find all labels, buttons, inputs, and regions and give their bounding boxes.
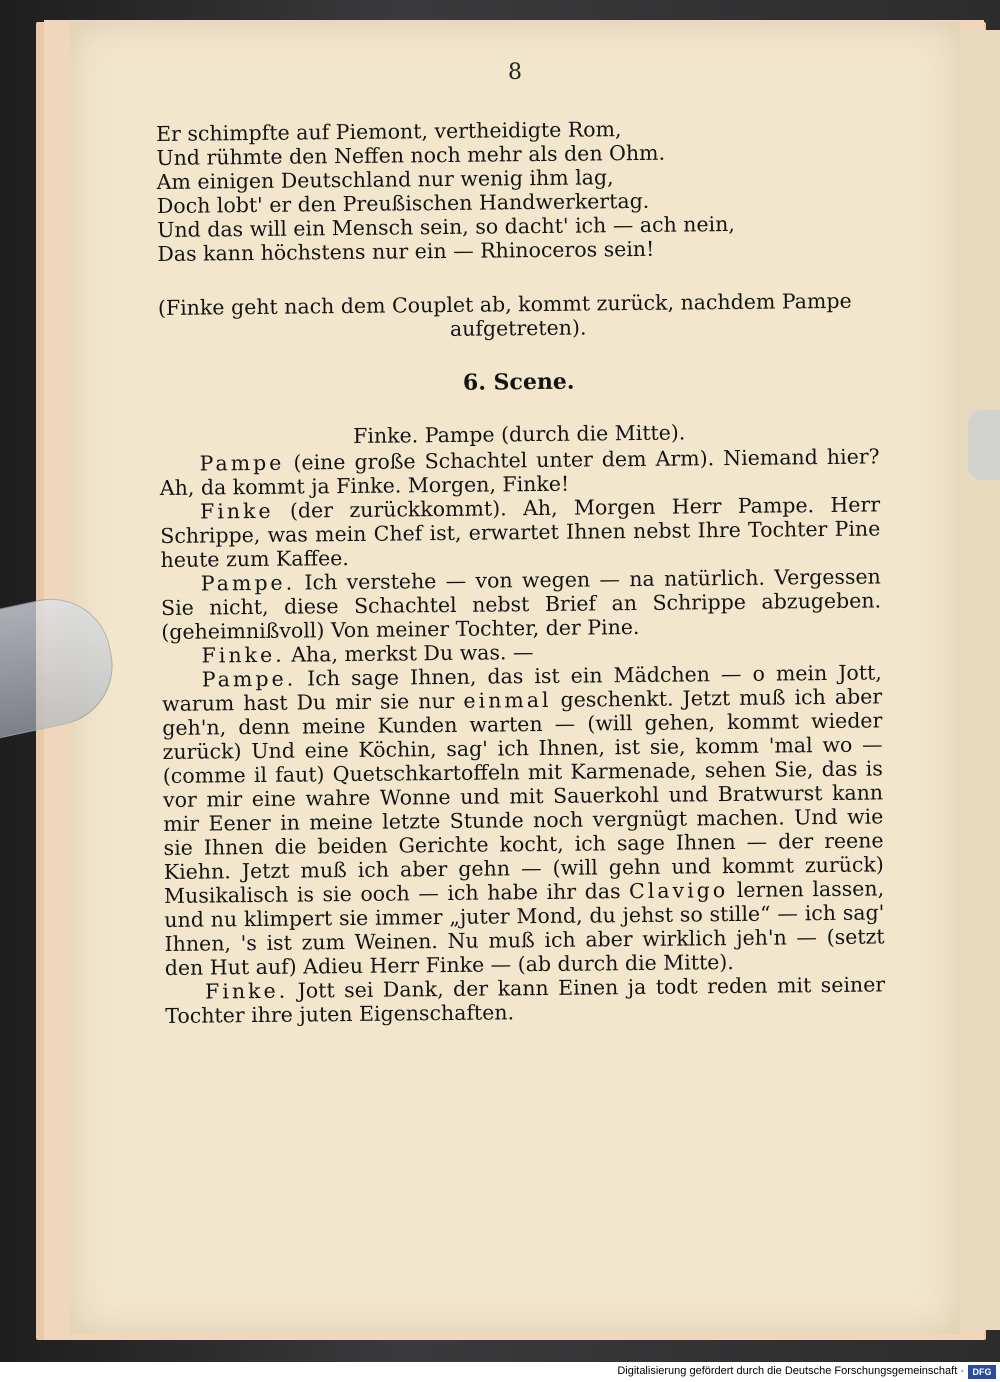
speaker-name: Pampe. (201, 666, 297, 692)
emphasized-word: Clavigo (628, 878, 729, 904)
page-number: 8 (508, 60, 522, 85)
stage-direction (158, 288, 878, 344)
dialog-line (165, 972, 885, 1028)
speech-text: (der zurückkommt). Ah, Morgen Herr Pampe. Herr Schrippe, was mein Chef ist, erwartet Ihnen nebst Ihre Tochter Pine heute zum Kaffee. (160, 492, 881, 572)
facing-page-edge (958, 30, 1000, 1330)
speech-text: Ich verstehe — von wegen — na natürlich. Vergessen Sie nicht, diese Schachtel nebst Brief an Schrippe abzugeben. (geheimnißvoll) Von meiner Tochter, der Pine. (160, 564, 882, 644)
dialog-line (160, 492, 881, 572)
stage-direction-line: (Finke geht nach dem Couplet ab, kommt zurück, nachdem Pampe (157, 288, 852, 320)
dialog-line (162, 660, 885, 980)
page-tab (968, 410, 1000, 480)
speech-text: Aha, merkst Du was. — (284, 640, 534, 667)
verse-line: Am einigen Deutschland nur wenig ihm lag, (156, 165, 614, 194)
scene-title: 6. Scene. (462, 368, 575, 396)
dialog (159, 444, 885, 1028)
dialog-line (159, 444, 879, 500)
verse-line: Doch lobt' er den Preußischen Handwerkertag. (156, 188, 650, 218)
book-page (70, 22, 960, 1334)
dialog-line (161, 564, 882, 644)
speech-text: geschenkt. Jetzt muß ich aber geh'n, denn meine Kunden warten — (will gehen, kommt wieder zurück) Und eine Köchin, sag' ich Ihnen, ist sie, komm 'mal wo — (comme il faut) Quetschkartoffeln mit Karmenade, sehen Sie, das is vor mir eine wahre Wonne und mit Sauerkohl und Bratwurst kann mir Eener in meine letzte Stunde noch vergnügt machen. Und wie sie Ihnen die beiden Gerichte kocht, ich sage Ihnen — der reene Kiehn. Jetzt muß ich aber gehn — (will gehn und kommt zurück) Musikalisch is sie ooch — ich habe ihr das (162, 684, 884, 908)
footer-credit: Digitalisierung gefördert durch die Deutsche Forschungsgemeinschaft · (617, 1365, 964, 1377)
speaker-name: Pampe (199, 450, 285, 476)
speaker-name: Finke. (201, 642, 285, 668)
verse-line: Und rühmte den Neffen noch mehr als den Ohm. (156, 140, 666, 170)
speech-text: (eine große Schachtel unter dem Arm). Niemand hier? Ah, da kommt ja Finke. Morgen, Finke! (159, 444, 880, 500)
emphasized-word: einmal (463, 687, 552, 713)
couplet-verse (156, 114, 877, 266)
scene-persons: Finke. Pampe (durch die Mitte). (353, 420, 686, 448)
speaker-name: Pampe. (200, 570, 296, 596)
speech-text: Jott sei Dank, der kann Einen ja todt reden mit seiner Tochter ihre juten Eigenschaften. (165, 972, 886, 1028)
verse-line: Er schimpfte auf Piemont, vertheidigte Rom, (156, 117, 622, 146)
speech-text: lernen lassen, und nu klimpert sie immer „juter Mond, du jehst so stille“ — ich sag' Ihnen, 's ist zum Weinen. Nu muß ich aber wirklich jeh'n — (setzt den Hut auf) Adieu Herr Finke — (ab durch die Mitte). (164, 876, 885, 980)
speaker-name: Finke. (204, 978, 289, 1004)
page-text (156, 114, 885, 1027)
dfg-logo: DFG (968, 1365, 996, 1379)
speaker-name: Finke (199, 498, 274, 524)
digitization-footer (0, 1362, 1000, 1382)
speech-text: Ich sage Ihnen, das ist ein Mädchen — o mein Jott, warum hast Du mir sie nur (161, 660, 882, 716)
verse-line: Das kann höchstens nur ein — Rhinoceros sein! (157, 236, 655, 266)
verse-line: Und das will ein Mensch sein, so dacht' ich — ach nein, (157, 211, 735, 242)
stage-direction-line: aufgetreten). (449, 315, 587, 341)
